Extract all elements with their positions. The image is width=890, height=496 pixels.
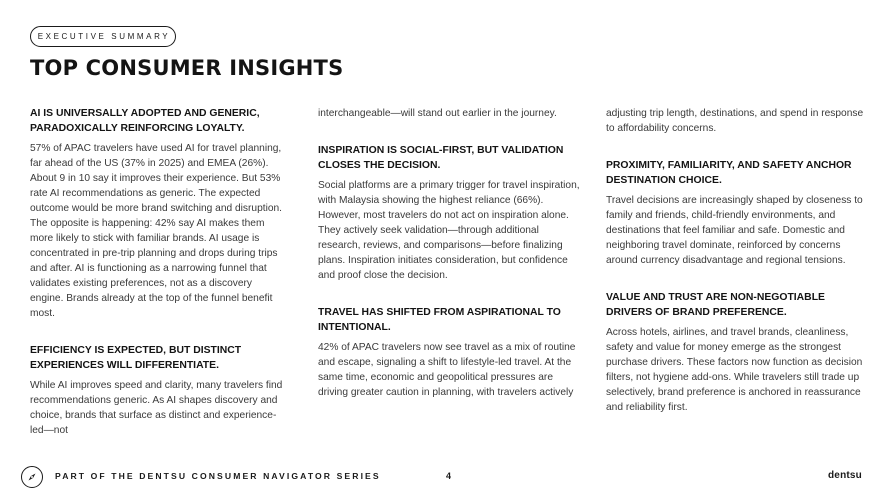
section-eyebrow: EXECUTIVE SUMMARY (37, 32, 171, 41)
insight-heading: EFFICIENCY IS EXPECTED, BUT DISTINCT EXPERIENCES WILL DIFFERENTIATE. (30, 345, 242, 371)
insight-heading: PROXIMITY, FAMILIARITY, AND SAFETY ANCHOR DESTINATION CHOICE. (606, 160, 852, 186)
column-3 (606, 106, 864, 437)
insight-body: While AI improves speed and clarity, many travelers find recommendations generic. As AI shapes discovery and choice, brands that surface as distinct and experience-led—not (30, 380, 283, 436)
insight-ai-adoption (30, 106, 288, 321)
dentsu-logo: dentsu (828, 470, 862, 481)
insight-inspiration (318, 143, 580, 283)
page-footer (0, 462, 890, 492)
insight-body: Social platforms are a primary trigger for travel inspiration, with Malaysia showing the highest reliance (66%). However, most travelers do not act on inspiration alone. They actively seek validation—through additional research, reviews, and comparisons—before finalizing plans. Inspiration initiates consideration, but confidence and proof close the decision. (318, 180, 580, 281)
compass-icon (21, 466, 43, 488)
insight-proximity (606, 158, 864, 268)
insight-body: Across hotels, airlines, and travel brands, cleanliness, safety and value for money emerge as the strongest purchase drivers. These factors now function as decision filters, not hygiene add-ons. While travelers still trade up selectively, brand preference is anchored in reassurance and reliability first. (606, 327, 863, 413)
insight-efficiency (30, 343, 288, 438)
insight-value-trust (606, 290, 864, 415)
insight-heading: TRAVEL HAS SHIFTED FROM ASPIRATIONAL TO INTENTIONAL. (318, 307, 561, 333)
section-eyebrow-pill (30, 26, 176, 47)
insight-intentional-travel-continued (606, 106, 864, 136)
series-label: PART OF THE DENTSU CONSUMER NAVIGATOR SERIES (55, 471, 381, 481)
insight-heading: INSPIRATION IS SOCIAL-FIRST, BUT VALIDATION CLOSES THE DECISION. (318, 145, 564, 171)
insight-heading: AI IS UNIVERSALLY ADOPTED AND GENERIC, PARADOXICALLY REINFORCING LOYALTY. (30, 108, 260, 134)
insight-body-continued: interchangeable—will stand out earlier in the journey. (318, 108, 557, 119)
insight-body: 57% of APAC travelers have used AI for travel planning, far ahead of the US (37% in 2025) and EMEA (26%). About 9 in 10 say it improves their experience. But 53% rate AI recommendations as generic. The expected outcome would be more brand switching and disruption. The opposite is happening: 42% say AI makes them more likely to stick with familiar brands. AI usage is concentrated in pre-trip planning and drops during trips and after. AI is functioning as a narrowing funnel that validates existing preferences, not as a discovery engine. Brands already at the top of the funnel benefit most. (30, 143, 283, 319)
insight-heading: VALUE AND TRUST ARE NON-NEGOTIABLE DRIVERS OF BRAND PREFERENCE. (606, 292, 825, 318)
insight-intentional-travel (318, 305, 580, 400)
insight-efficiency-continued (318, 106, 580, 121)
page-number: 4 (446, 471, 452, 481)
insight-body: 42% of APAC travelers now see travel as a mix of routine and escape, signaling a shift to lifestyle-led travel. At the same time, economic and geopolitical pressures are driving greater caution in planning, with travelers actively (318, 342, 576, 398)
column-2 (318, 106, 580, 422)
insight-body: Travel decisions are increasingly shaped by closeness to family and friends, child-friendly environments, and destinations that feel familiar and safe. Domestic and neighboring travel dominate, reinforced by concerns around currency disadvantage and regional tensions. (606, 195, 863, 266)
insight-body-continued: adjusting trip length, destinations, and spend in response to affordability concerns. (606, 108, 864, 134)
column-1 (30, 106, 288, 460)
page-title: TOP CONSUMER INSIGHTS (30, 56, 344, 80)
